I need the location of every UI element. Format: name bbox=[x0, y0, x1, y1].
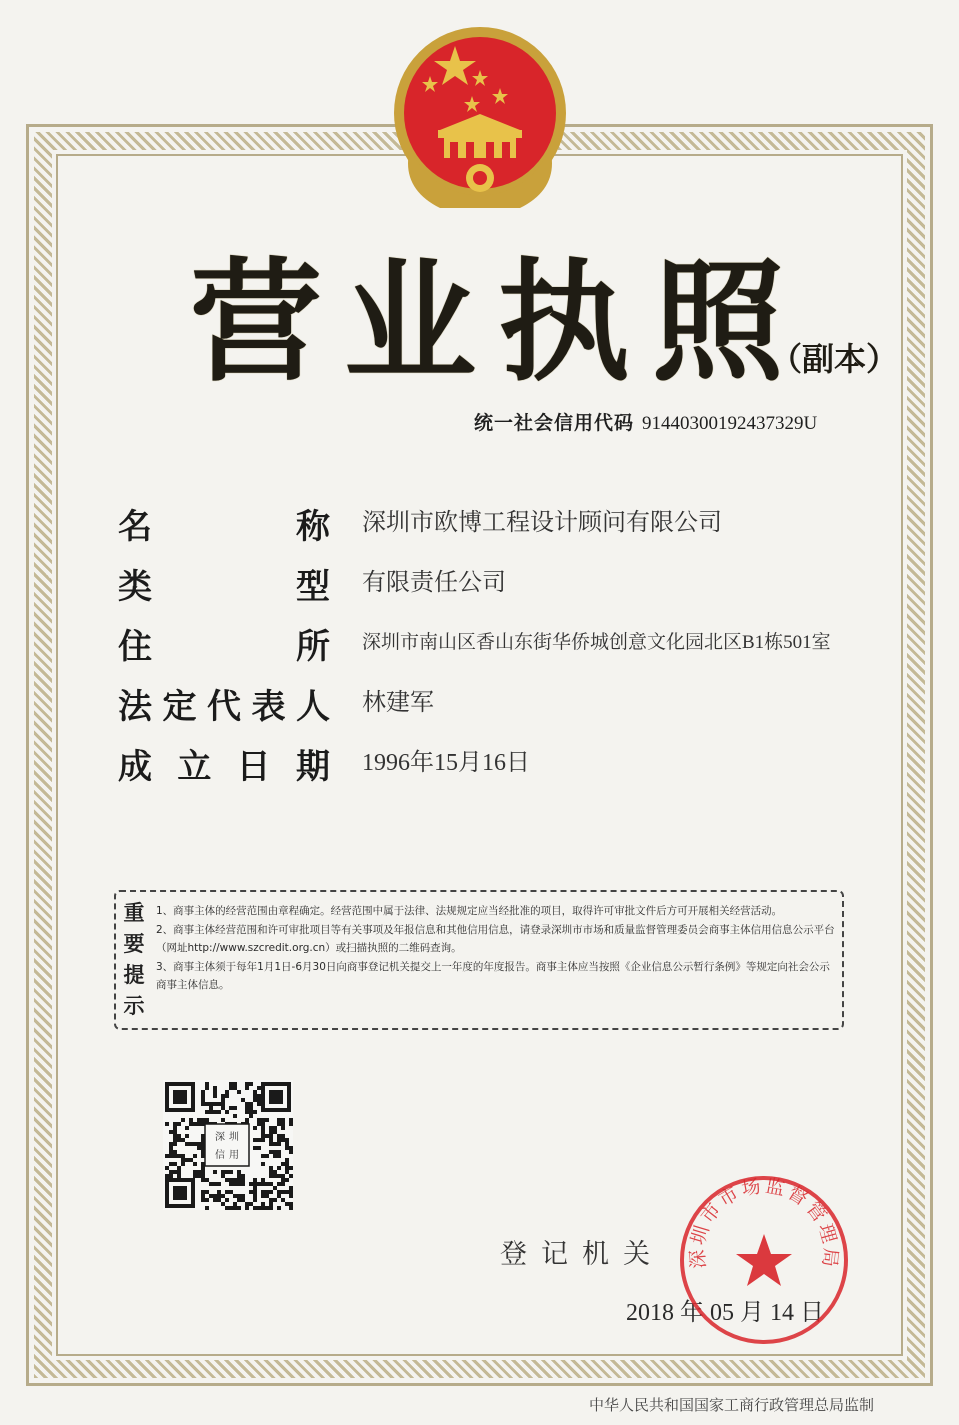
field-label-address: 住 所 bbox=[118, 626, 330, 667]
field-row-legal-rep bbox=[118, 678, 858, 728]
notice-item: 2、商事主体经营范围和许可审批项目等有关事项及年报信息和其他信用信息，请登录深圳市市场和质量监督管理委员会商事主体信用信息公示平台（网址http://www.szcredit.org.cn）或扫描执照的二维码查询。 bbox=[156, 923, 835, 954]
qr-code-icon[interactable] bbox=[163, 1080, 293, 1210]
field-label-legal-rep: 法 定 代 表 人 bbox=[118, 686, 330, 727]
field-row-name bbox=[118, 498, 858, 548]
qr-logo-text: 深 bbox=[215, 1132, 225, 1143]
document-title: 营业执照 bbox=[190, 246, 806, 400]
field-value-address: 深圳市南山区香山东街华侨城创意文化园北区B1栋501室 bbox=[362, 632, 831, 653]
seal-text: 深圳市市场监督管理局 bbox=[686, 1174, 842, 1271]
official-seal-stamp-icon bbox=[676, 1172, 852, 1348]
footer-supervision-note: 中华人民共和国国家工商行政管理总局监制 bbox=[589, 1396, 875, 1414]
notice-title: 重 要 提 示 bbox=[123, 901, 145, 1018]
issue-date: 2018 年 05 月 14 日 bbox=[626, 1300, 824, 1326]
credit-code-value: 91440300192437329U bbox=[642, 413, 818, 434]
qr-logo-text: 圳 bbox=[229, 1132, 239, 1143]
notice-item: 1、商事主体的经营范围由章程确定。经营范围中属于法律、法规规定应当经批准的项目，取得许可审批文件后方可开展相关经营活动。 bbox=[156, 905, 783, 917]
field-value-type: 有限责任公司 bbox=[362, 570, 506, 596]
field-value-legal-rep: 林建军 bbox=[362, 690, 434, 716]
document-subtitle: （副本） bbox=[770, 340, 899, 378]
credit-code-line bbox=[474, 408, 817, 435]
notice-body bbox=[156, 902, 836, 995]
credit-code-label: 统一社会信用代码 bbox=[474, 412, 635, 434]
field-row-established bbox=[118, 738, 858, 788]
qr-logo-text: 用 bbox=[229, 1150, 239, 1161]
field-row-address bbox=[118, 618, 858, 668]
field-value-established: 1996年15月16日 bbox=[362, 750, 530, 776]
national-emblem-icon bbox=[380, 18, 580, 218]
field-value-name: 深圳市欧博工程设计顾问有限公司 bbox=[362, 510, 722, 536]
qr-logo-text: 信 bbox=[215, 1150, 225, 1161]
field-label-established: 成 立 日 期 bbox=[118, 746, 330, 787]
registration-authority-label: 登记机关 bbox=[500, 1239, 664, 1270]
field-label-name: 名 称 bbox=[118, 506, 330, 547]
notice-item: 3、商事主体须于每年1月1日-6月30日向商事登记机关提交上一年度的年度报告。商事主体应当按照《企业信息公示暂行条例》等规定向社会公示商事主体信息。 bbox=[156, 960, 830, 991]
field-label-type: 类 型 bbox=[118, 566, 330, 607]
field-row-type bbox=[118, 558, 858, 608]
important-notice-box bbox=[114, 890, 844, 1030]
